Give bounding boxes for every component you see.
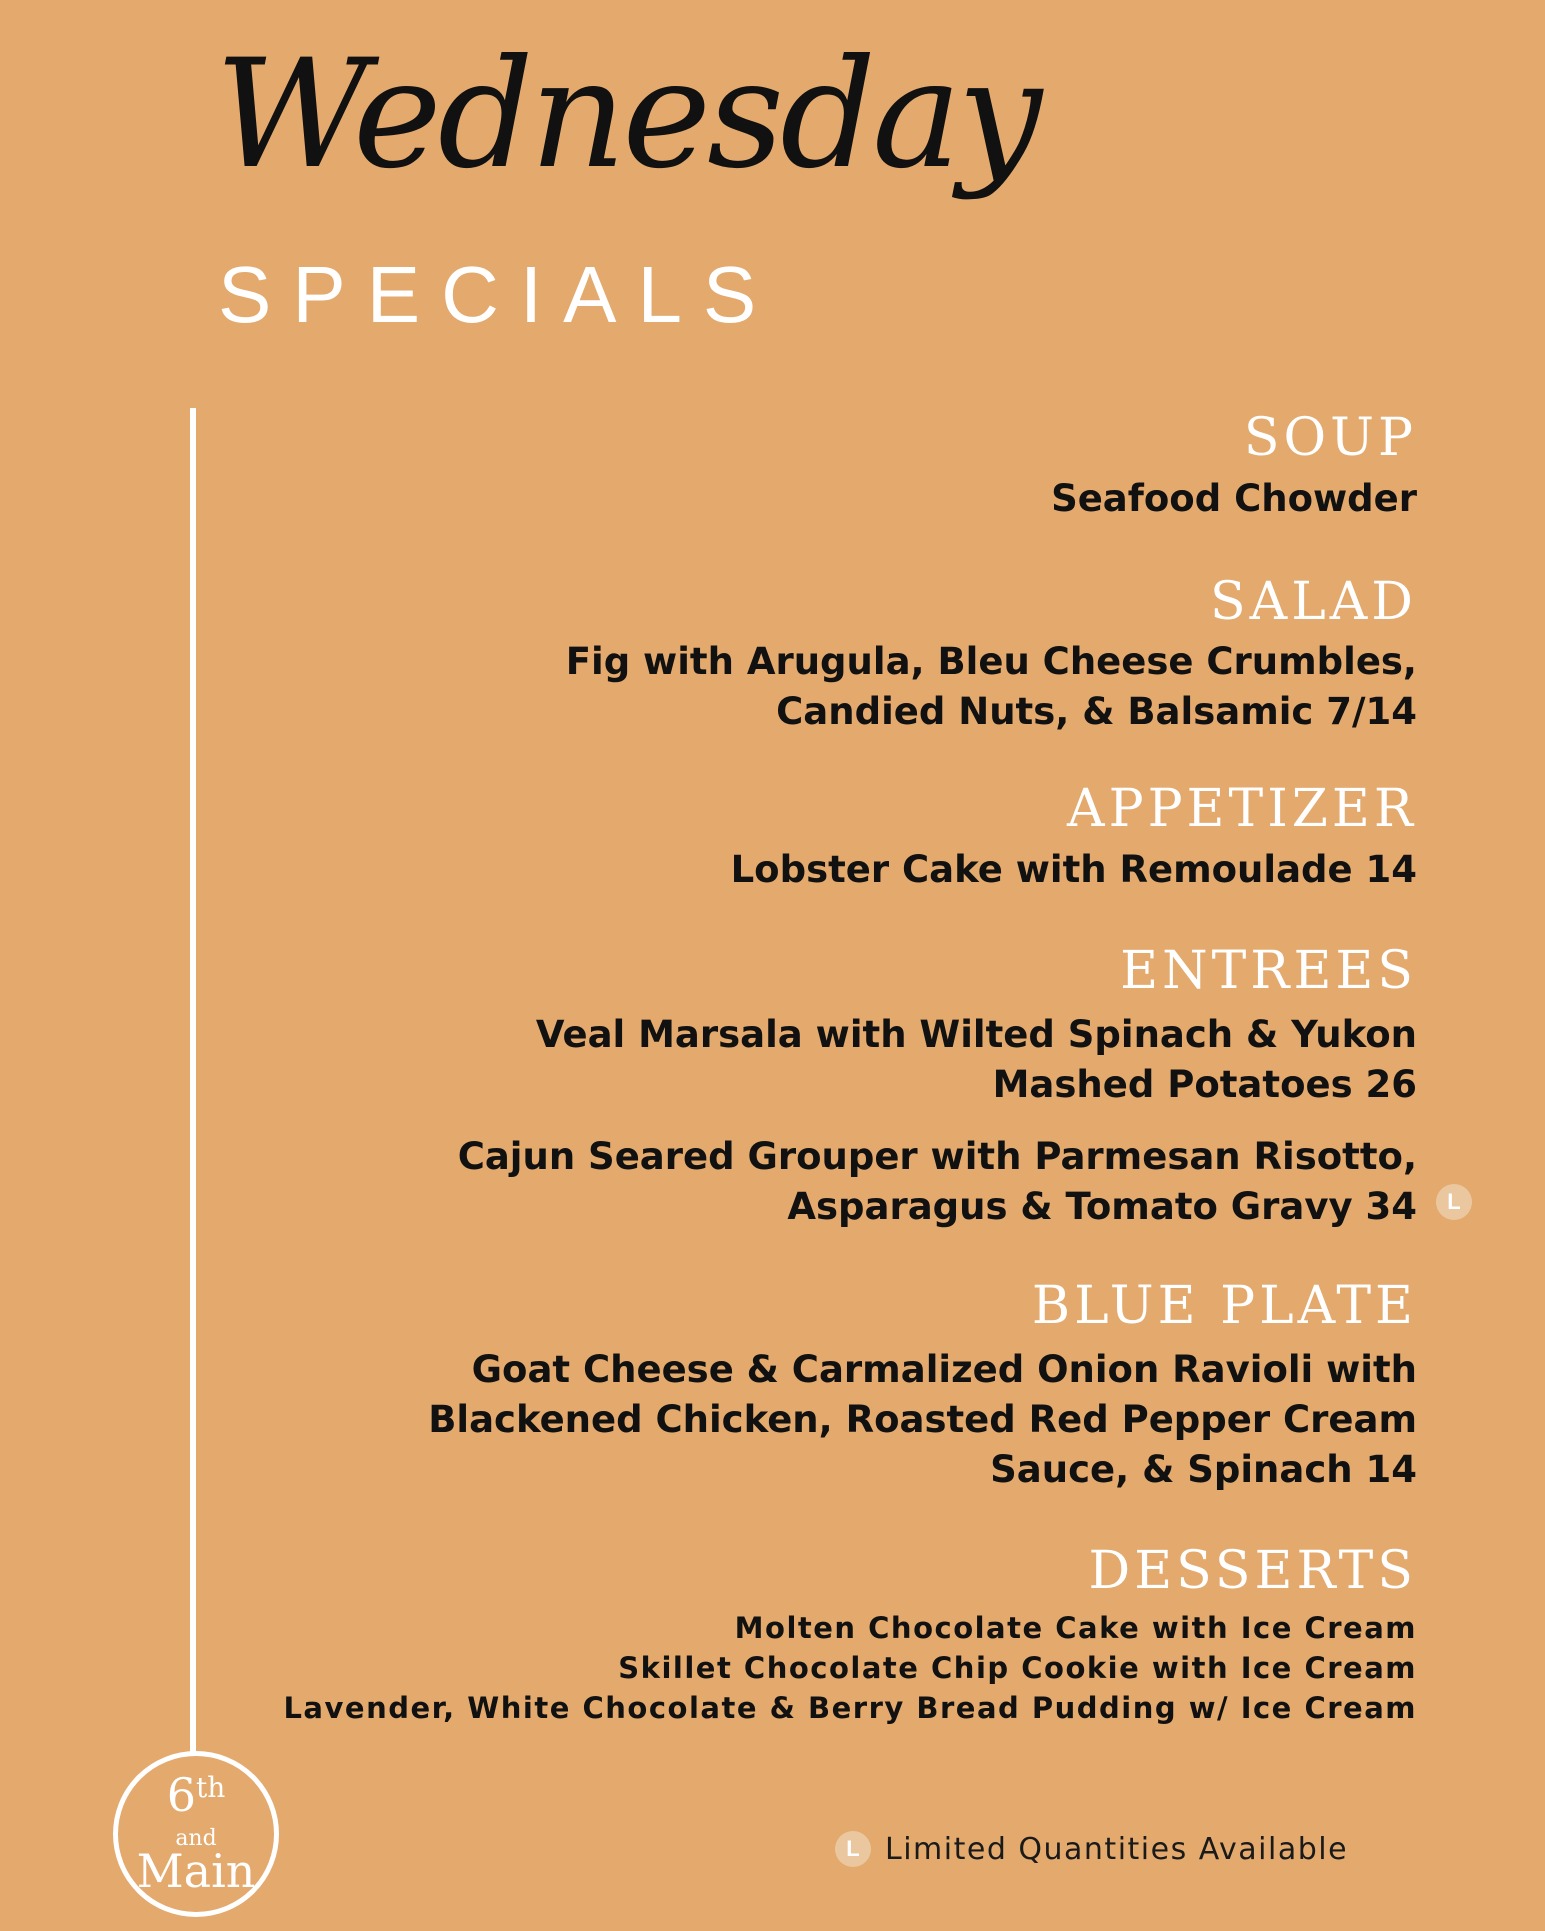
dessert-item-3: Lavender, White Chocolate & Berry Bread Pudding w/ Ice Cream (283, 1691, 1417, 1725)
title-wednesday: Wednesday (215, 28, 1039, 202)
limited-quantities-legend (835, 1831, 1348, 1867)
entree-veal-line-2: Mashed Potatoes 26 (992, 1063, 1417, 1106)
legend-badge-icon: L (835, 1831, 871, 1867)
blue-plate-line-3: Sauce, & Spinach 14 (990, 1448, 1417, 1491)
appetizer-heading: APPETIZER (1067, 779, 1417, 839)
restaurant-logo (113, 1751, 279, 1917)
dessert-item-2: Skillet Chocolate Chip Cookie with Ice Cream (618, 1651, 1417, 1685)
title-specials: SPECIALS (218, 250, 778, 339)
legend-text: Limited Quantities Available (885, 1831, 1349, 1867)
appetizer-item: Lobster Cake with Remoulade 14 (730, 848, 1417, 891)
logo-main: Main (136, 1844, 256, 1898)
salad-line-1: Fig with Arugula, Bleu Cheese Crumbles, (565, 640, 1417, 683)
vertical-divider (190, 408, 196, 1753)
salad-heading: SALAD (1210, 572, 1417, 632)
soup-heading: SOUP (1243, 408, 1417, 468)
logo-and: and (175, 1826, 217, 1851)
blue-plate-heading: BLUE PLATE (1031, 1276, 1417, 1336)
soup-item: Seafood Chowder (1051, 477, 1417, 520)
entree-veal-line-1: Veal Marsala with Wilted Spinach & Yukon (535, 1013, 1417, 1056)
blue-plate-item (428, 1345, 1417, 1495)
desserts-heading: DESSERTS (1088, 1541, 1417, 1601)
logo-6th (118, 1768, 274, 1822)
logo-number: 6 (166, 1768, 196, 1822)
entree-grouper-line-1: Cajun Seared Grouper with Parmesan Risotto, (457, 1135, 1417, 1178)
salad-item (566, 637, 1417, 737)
entrees-heading: ENTREES (1120, 941, 1417, 1001)
dessert-item-1: Molten Chocolate Cake with Ice Cream (734, 1611, 1417, 1645)
limited-quantity-badge-icon: L (1436, 1184, 1472, 1220)
blue-plate-line-2: Blackened Chicken, Roasted Red Pepper Cream (428, 1398, 1417, 1441)
entree-item-grouper (458, 1132, 1417, 1232)
desserts-list (283, 1608, 1417, 1728)
logo-suffix: th (195, 1771, 226, 1804)
entree-grouper-line-2: Asparagus & Tomato Gravy 34 (787, 1185, 1417, 1228)
blue-plate-line-1: Goat Cheese & Carmalized Onion Ravioli with (471, 1348, 1417, 1391)
entree-item-veal (536, 1010, 1417, 1110)
salad-line-2: Candied Nuts, & Balsamic 7/14 (776, 690, 1417, 733)
